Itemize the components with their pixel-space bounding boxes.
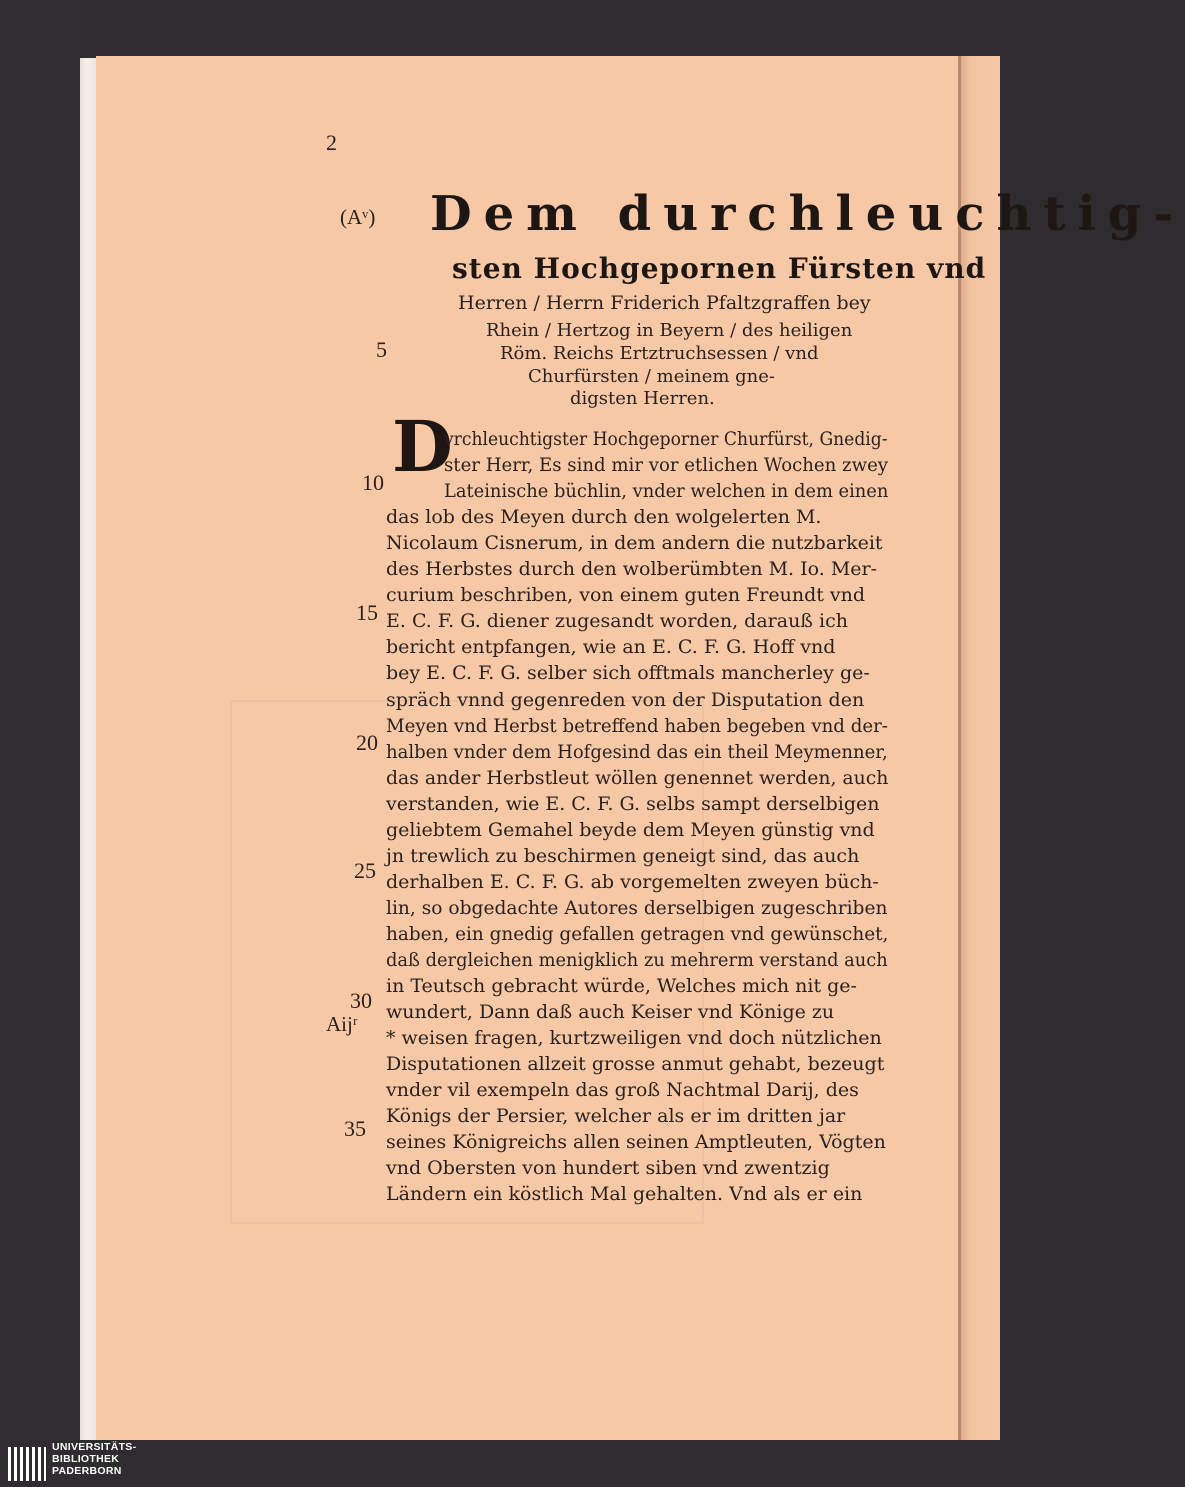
dedication-title-line2: sten Hochgepornen Fürsten vnd <box>452 252 987 285</box>
margin-line-number: 35 <box>344 1116 366 1141</box>
page-edge <box>80 58 96 1443</box>
margin-line-number: 20 <box>356 730 378 755</box>
body-line: jn trewlich zu beschirmen geneigt sind, das auch <box>386 844 860 867</box>
library-logo-icon <box>6 1441 48 1485</box>
signature-marker-aij: Aijʳ <box>326 1012 358 1036</box>
margin-line-number: 25 <box>354 858 376 883</box>
drop-cap: D <box>392 405 453 488</box>
body-line: curium beschriben, von einem guten Freundt vnd <box>386 584 866 607</box>
body-line: seines Königreichs allen seinen Amptleuten, Vögten <box>386 1131 886 1154</box>
body-line: vnder vil exempeln das groß Nachtmal Darij, des <box>386 1079 859 1102</box>
body-line: vrchleuchtigster Hochgeporner Churfürst, Gnedig- <box>444 428 888 450</box>
body-line: derhalben E. C. F. G. ab vorgemelten zweyen büch- <box>386 870 879 893</box>
body-line: Nicolaum Cisnerum, in dem andern die nutzbarkeit <box>386 532 883 555</box>
margin-line-number: 5 <box>376 337 387 362</box>
body-line: wundert, Dann daß auch Keiser vnd Könige zu <box>386 1001 835 1024</box>
scan-background <box>0 0 80 1440</box>
dedication-title-line1: Dem durchleuchtig- <box>430 186 1185 242</box>
body-line: des Herbstes durch den wolberümbten M. Io. Mer- <box>386 558 878 581</box>
body-line: vnd Obersten von hundert siben vnd zwentzig <box>386 1157 830 1180</box>
body-line: geliebtem Gemahel beyde dem Meyen günstig vnd <box>386 818 875 841</box>
margin-line-number: 30 <box>350 988 372 1013</box>
body-line: das ander Herbstleut wöllen genennet werden, auch <box>386 766 889 789</box>
body-line: ster Herr, Es sind mir vor etlichen Wochen zwey <box>444 454 889 477</box>
page-number: 2 <box>326 130 337 155</box>
body-line: daß dergleichen menigklich zu mehrerm verstand auch <box>386 949 888 971</box>
body-line: halben vnder dem Hofgesind das ein theil Meymenner, <box>386 740 888 763</box>
body-line: haben, ein gnedig gefallen getragen vnd gewünschet, <box>386 922 889 945</box>
dedication-sub-3: Röm. Reichs Ertztruchsessen / vnd <box>500 343 819 364</box>
body-line: in Teutsch gebracht würde, Welches mich nit ge- <box>386 975 857 998</box>
margin-line-number: 15 <box>356 600 378 625</box>
dedication-sub-4: Churfürsten / meinem gne- <box>528 366 776 387</box>
library-logo-line2: BIBLIOTHEK <box>52 1453 120 1465</box>
body-line: Meyen vnd Herbst betreffend haben begeben vnd der- <box>386 714 888 737</box>
body-line: * weisen fragen, kurtzweiligen vnd doch nützlichen <box>386 1027 882 1050</box>
dedication-sub-5: digsten Herren. <box>570 388 715 409</box>
body-line: bericht entpfangen, wie an E. C. F. G. Hoff vnd <box>386 636 836 659</box>
library-logo-line1: UNIVERSITÄTS- <box>52 1441 137 1453</box>
library-logo-text <box>52 1441 136 1477</box>
body-line: Disputationen allzeit grosse anmut gehabt, bezeugt <box>386 1053 885 1076</box>
body-line: Lateinische büchlin, vnder welchen in dem einen <box>444 480 889 503</box>
library-logo-line3: PADERBORN <box>52 1465 122 1477</box>
body-line: Ländern ein köstlich Mal gehalten. Vnd als er ein <box>386 1183 863 1206</box>
footer-bar <box>0 1440 1000 1487</box>
body-line: bey E. C. F. G. selber sich offtmals mancherley ge- <box>386 662 870 685</box>
dedication-sub-2: Rhein / Hertzog in Beyern / des heiligen <box>486 320 853 341</box>
body-line: das lob des Meyen durch den wolgelerten M. <box>386 506 822 529</box>
body-line: verstanden, wie E. C. F. G. selbs sampt derselbigen <box>386 792 880 815</box>
body-line: spräch vnnd gegenreden von der Disputation den <box>386 688 865 711</box>
body-line: E. C. F. G. diener zugesandt worden, darauß ich <box>386 610 848 633</box>
signature-marker-av: (Aᵛ) <box>340 205 376 229</box>
dedication-sub-1: Herren / Herrn Friderich Pfaltzgraffen bey <box>458 292 871 314</box>
body-line: lin, so obgedachte Autores derselbigen zugeschriben <box>386 896 888 919</box>
margin-line-number: 10 <box>362 470 384 495</box>
body-line: Königs der Persier, welcher als er im dritten jar <box>386 1105 846 1128</box>
